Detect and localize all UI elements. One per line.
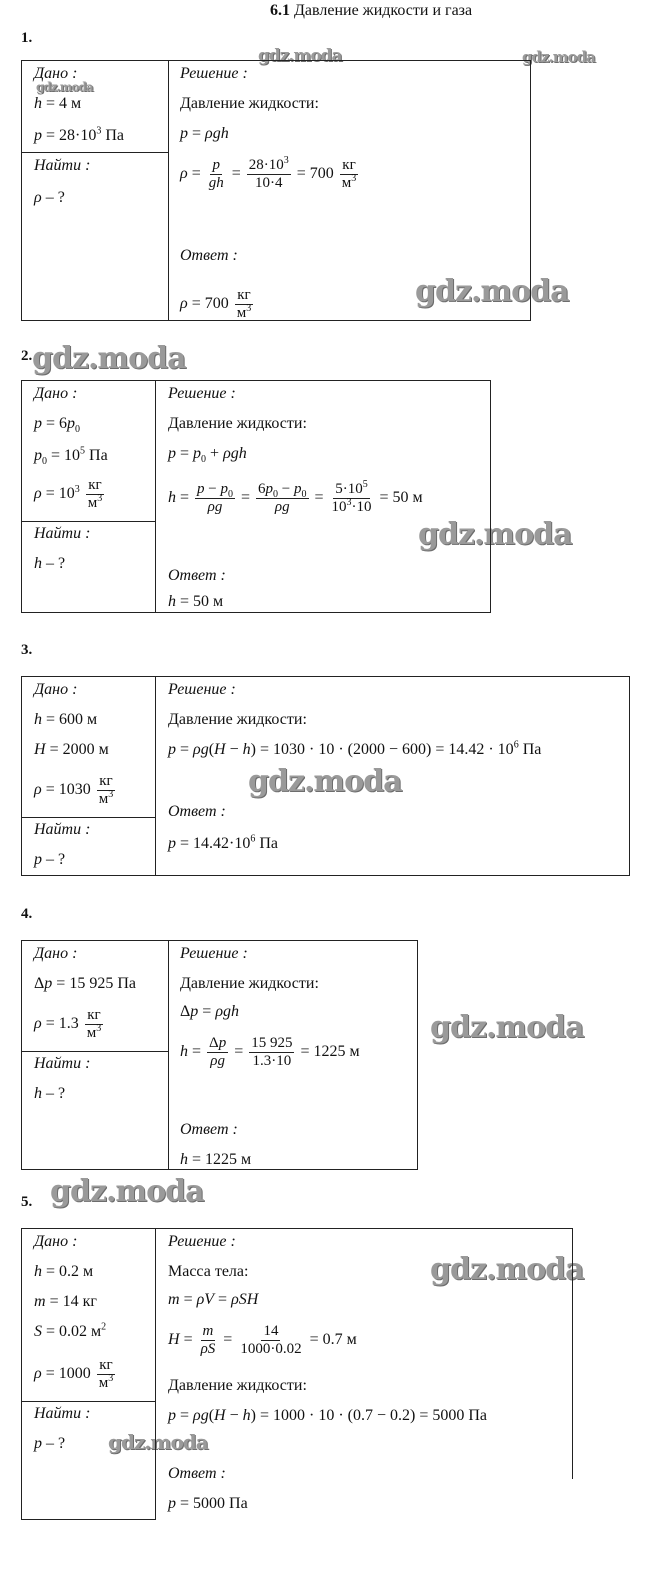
bottom-border bbox=[21, 1519, 155, 1520]
watermark: gdz.moda bbox=[32, 341, 186, 376]
given-item: S = 0.02 $м^2$ bbox=[34, 1321, 107, 1340]
answer-label: Ответ : bbox=[180, 247, 238, 264]
answer: $p = 14.42\cdot 10^6$ Па bbox=[168, 833, 279, 852]
divider bbox=[22, 817, 156, 818]
watermark: gdz.moda bbox=[36, 80, 93, 94]
page-title bbox=[270, 2, 472, 20]
answer: h = 1225 м bbox=[180, 1151, 252, 1168]
given-label: Дано : bbox=[34, 681, 78, 698]
watermark: gdz.moda bbox=[50, 1174, 204, 1209]
problem-1-table bbox=[21, 60, 531, 321]
right-border bbox=[572, 1229, 573, 1479]
problem-number: 4. bbox=[21, 906, 33, 922]
find-item: p – ? bbox=[34, 1435, 66, 1452]
solution-label: Решение : bbox=[168, 385, 236, 402]
given-item: $p = 6p_0$ bbox=[34, 415, 81, 436]
problem-number: 3. bbox=[21, 642, 33, 658]
formula: ρ = $\frac{p}{gh}$ = $\frac{28\cdot 10^3}{10\cdot 4}$ = 700 $\frac{кг}{м^3}$ bbox=[180, 155, 357, 191]
answer-label: Ответ : bbox=[168, 803, 226, 820]
formula: h = $\frac{p - p_0}{\rho g}$ = $\frac{6p_0 - p_0}{\rho g}$ = $\frac{5\cdot 10^5}{10^3\cdot 10}$ = 50 м bbox=[168, 479, 423, 515]
find-label: Найти : bbox=[34, 525, 91, 542]
given-label: Дано : bbox=[34, 1233, 78, 1250]
find-label: Найти : bbox=[34, 821, 91, 838]
given-label: Дано : bbox=[34, 385, 78, 402]
given-label: Дано : bbox=[34, 65, 78, 82]
find-label: Найти : bbox=[34, 157, 91, 174]
watermark: gdz.moda bbox=[430, 1252, 584, 1287]
watermark: gdz.moda bbox=[415, 274, 569, 309]
find-item: p – ? bbox=[34, 851, 66, 868]
given-item: ρ = 1030 $\frac{кг}{м^3}$ bbox=[34, 773, 114, 807]
solution-line: Давление жидкости: bbox=[168, 1377, 307, 1394]
given-item: ρ = 1000 $\frac{кг}{м^3}$ bbox=[34, 1357, 114, 1391]
problem-3-table bbox=[21, 676, 630, 876]
problem-5-table bbox=[21, 1228, 573, 1520]
divider bbox=[22, 152, 169, 153]
solution-label: Решение : bbox=[168, 681, 236, 698]
section-number: 6.1 bbox=[270, 2, 290, 19]
given-item: $p_0 = 10^5$ Па bbox=[34, 445, 108, 468]
problem-4-table bbox=[21, 940, 418, 1170]
watermark: gdz.moda bbox=[430, 1010, 584, 1045]
given-item: h = 4 м bbox=[34, 95, 82, 112]
formula: m = ρV = ρSH bbox=[168, 1291, 259, 1308]
find-item: h – ? bbox=[34, 1085, 66, 1102]
solution-label: Решение : bbox=[180, 65, 248, 82]
given-item: ρ = 1.3 $\frac{кг}{м^3}$ bbox=[34, 1007, 102, 1041]
answer-label: Ответ : bbox=[180, 1121, 238, 1138]
solution-line: Масса тела: bbox=[168, 1263, 249, 1280]
problem-number: 2. bbox=[21, 348, 33, 364]
solution-label: Решение : bbox=[180, 945, 248, 962]
answer-label: Ответ : bbox=[168, 1465, 226, 1482]
given-item: H = 2000 м bbox=[34, 741, 109, 758]
formula: $p = \rho g(H - h) = 1030 \cdot 10 \cdot (2000 - 600) = 14.42 \cdot 10^6$ Па bbox=[168, 739, 542, 758]
given-item: m = 14 кг bbox=[34, 1293, 97, 1310]
given-item: $\rho = 10^3$ $\frac{кг}{м^3}$ bbox=[34, 477, 103, 511]
answer: ρ = 700 $\frac{кг}{м^3}$ bbox=[180, 287, 252, 321]
watermark: gdz.moda bbox=[248, 764, 402, 799]
given-item: h = 600 м bbox=[34, 711, 98, 728]
divider bbox=[22, 1401, 156, 1402]
watermark: gdz.moda bbox=[108, 1430, 208, 1454]
answer: p = 5000 Па bbox=[168, 1495, 248, 1512]
formula: $p = p_0 + \rho gh$ bbox=[168, 445, 247, 466]
find-label: Найти : bbox=[34, 1405, 91, 1422]
given-item: Δp = 15 925 Па bbox=[34, 975, 136, 992]
answer: h = 50 м bbox=[168, 593, 224, 610]
given-label: Дано : bbox=[34, 945, 78, 962]
section-title: Давление жидкости и газа bbox=[294, 2, 473, 19]
problem-number: 5. bbox=[21, 1194, 33, 1210]
watermark: gdz.moda bbox=[522, 48, 595, 66]
formula: p = ρgh bbox=[180, 125, 229, 142]
formula: p = ρg(H − h) = 1000 · 10 · (0.7 − 0.2) = 5000 Па bbox=[168, 1407, 488, 1424]
problem-number: 1. bbox=[21, 30, 33, 46]
solution-line: Давление жидкости: bbox=[180, 975, 319, 992]
solution-line: Давление жидкости: bbox=[168, 415, 307, 432]
problem-2-table bbox=[21, 380, 491, 613]
watermark: gdz.moda bbox=[418, 517, 572, 552]
divider bbox=[22, 521, 156, 522]
formula: h = $\frac{\Delta p}{\rho g}$ = $\frac{15 925}{1.3\cdot 10}$ = 1225 м bbox=[180, 1035, 360, 1069]
solution-line: Давление жидкости: bbox=[180, 95, 319, 112]
formula: Δp = ρgh bbox=[180, 1003, 240, 1020]
find-item: ρ – ? bbox=[34, 189, 65, 206]
find-item: h – ? bbox=[34, 555, 66, 572]
given-item: h = 0.2 м bbox=[34, 1263, 94, 1280]
watermark: gdz.moda bbox=[258, 46, 342, 66]
find-label: Найти : bbox=[34, 1055, 91, 1072]
solution-line: Давление жидкости: bbox=[168, 711, 307, 728]
given-item: $p = 28\cdot 10^3$ Па bbox=[34, 125, 125, 144]
answer-label: Ответ : bbox=[168, 567, 226, 584]
formula: H = $\frac{m}{\rho S}$ = $\frac{14}{1000\cdot 0.02}$ = 0.7 м bbox=[168, 1323, 357, 1357]
divider bbox=[22, 1051, 169, 1052]
solution-label: Решение : bbox=[168, 1233, 236, 1250]
